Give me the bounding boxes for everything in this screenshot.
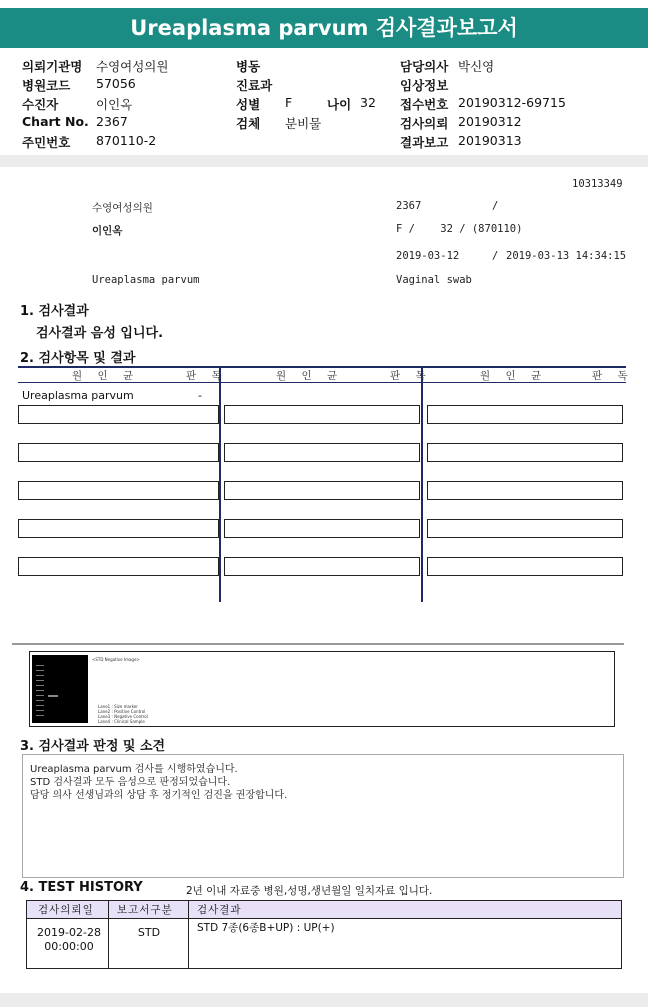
report-title: Ureaplasma parvum 검사결과보고서 — [0, 8, 648, 48]
header-key: 병동 — [236, 59, 261, 74]
result-cell — [18, 481, 219, 500]
result-cell — [224, 481, 420, 500]
history-col-type: 보고서구분 — [117, 904, 173, 916]
info-patient: 이인옥 — [92, 225, 123, 237]
gel-lane-1: Lane1 : Size marker — [98, 704, 138, 709]
gel-lane-2: Lane2 : Positive Control — [98, 709, 146, 714]
footer-band — [0, 993, 648, 1007]
gel-band-marker — [36, 661, 44, 717]
header-value: 20190313 — [458, 133, 522, 148]
gel-band-sample — [48, 695, 58, 697]
header-key: 접수번호 — [400, 97, 449, 112]
header-info — [0, 52, 648, 152]
header-key: 임상정보 — [400, 78, 449, 93]
header-value: 분비물 — [285, 116, 322, 131]
info-chart: 2367 — [396, 200, 422, 212]
history-row-result: STD 7종(6종B+UP) : UP(+) — [197, 922, 335, 934]
header-value: F — [285, 95, 293, 110]
header-value: 870110-2 — [96, 133, 157, 148]
header-key: 병원코드 — [22, 78, 71, 93]
header-key: 결과보고 — [400, 135, 449, 150]
item-name: Ureaplasma parvum — [22, 389, 134, 402]
info-test: Ureaplasma parvum — [92, 274, 200, 286]
col-judge-1: 판 독 — [186, 370, 228, 382]
gel-lane-3: Lane3 : Negative Control — [98, 714, 148, 719]
history-row-time: 00:00:00 — [44, 940, 94, 953]
info-specimen: Vaginal swab — [396, 274, 472, 286]
gel-frame — [29, 651, 615, 727]
info-date-sep: / — [492, 250, 499, 262]
history-note: 2년 이내 자료중 병원,성명,생년월일 일치자료 입니다. — [186, 885, 433, 897]
age-value: 32 — [360, 95, 376, 110]
info-date-to: 2019-03-13 14:34:15 — [506, 250, 627, 262]
result-table-divider-2 — [421, 366, 423, 602]
section1-result: 검사결과 음성 입니다. — [36, 326, 164, 341]
header-value: 20190312 — [458, 114, 522, 129]
result-cell — [427, 519, 623, 538]
result-cell — [18, 557, 219, 576]
info-date-from: 2019-03-12 — [396, 250, 460, 262]
section3-title: 3. 검사결과 판정 및 소견 — [20, 739, 166, 754]
result-cell — [18, 519, 219, 538]
col-pathogen-1: 원 인 균 — [72, 370, 140, 382]
header-key: 주민번호 — [22, 135, 71, 150]
gel-image — [32, 655, 88, 723]
header-key: 담당의사 — [400, 59, 449, 74]
history-col-date: 검사의뢰일 — [38, 904, 94, 916]
history-row-date: 2019-02-28 — [37, 926, 101, 939]
header-value: 박신영 — [458, 59, 495, 74]
col-pathogen-3: 원 인 균 — [480, 370, 548, 382]
header-value: 이인옥 — [96, 97, 133, 112]
header-key: 성별 — [236, 97, 261, 112]
header-value: 57056 — [96, 76, 136, 91]
history-col-result: 검사결과 — [197, 904, 242, 916]
header-key: 수진자 — [22, 97, 59, 112]
info-code: 10313349 — [572, 178, 623, 190]
header-key: Chart No. — [22, 114, 89, 129]
col-pathogen-2: 원 인 균 — [276, 370, 344, 382]
opinion-line-3: 담당 의사 선생님과의 상담 후 정기적인 검진을 권장합니다. — [30, 790, 288, 801]
header-value: 2367 — [96, 114, 128, 129]
info-slash: / — [492, 200, 499, 212]
info-sex-age: F / 32 / (870110) — [396, 223, 523, 235]
header-key: 검체 — [236, 116, 261, 131]
section4-title: 4. TEST HISTORY — [20, 880, 143, 895]
header-key: 진료과 — [236, 78, 273, 93]
result-cell — [224, 557, 420, 576]
result-cell — [224, 443, 420, 462]
history-vline-2 — [188, 900, 189, 969]
age-label: 나이 — [327, 97, 352, 112]
history-vline-1 — [108, 900, 109, 969]
separator-band — [0, 155, 648, 167]
gel-lane-4: Lane4 : Clinical Sample — [98, 719, 145, 724]
item-result: - — [198, 389, 202, 402]
header-value: 20190312-69715 — [458, 95, 566, 110]
result-cell — [427, 405, 623, 424]
header-key: 의뢰기관명 — [22, 59, 83, 74]
col-judge-2: 판 독 — [390, 370, 432, 382]
result-cell — [427, 481, 623, 500]
history-row-type: STD — [137, 926, 161, 939]
section2-title: 2. 검사항목 및 결과 — [20, 351, 136, 366]
gel-caption: <STD Negative Image> — [92, 657, 140, 662]
history-header — [26, 900, 622, 919]
gel-top-rule — [12, 643, 624, 645]
result-cell — [224, 405, 420, 424]
gel-lane-legend — [98, 704, 148, 724]
result-cell — [18, 405, 219, 424]
opinion-line-1: Ureaplasma parvum 검사를 시행하였습니다. — [30, 764, 238, 775]
result-table-divider-1 — [219, 366, 221, 602]
result-cell — [427, 443, 623, 462]
header-key: 검사의뢰 — [400, 116, 449, 131]
result-cell — [427, 557, 623, 576]
header-value: 수영여성의원 — [96, 59, 169, 74]
section1-title: 1. 검사결과 — [20, 304, 89, 319]
result-cell — [224, 519, 420, 538]
result-cell — [18, 443, 219, 462]
info-clinic: 수영여성의원 — [92, 202, 153, 214]
opinion-line-2: STD 검사결과 모두 음성으로 판정되었습니다. — [30, 777, 231, 788]
col-judge-3: 판 독 — [592, 370, 634, 382]
